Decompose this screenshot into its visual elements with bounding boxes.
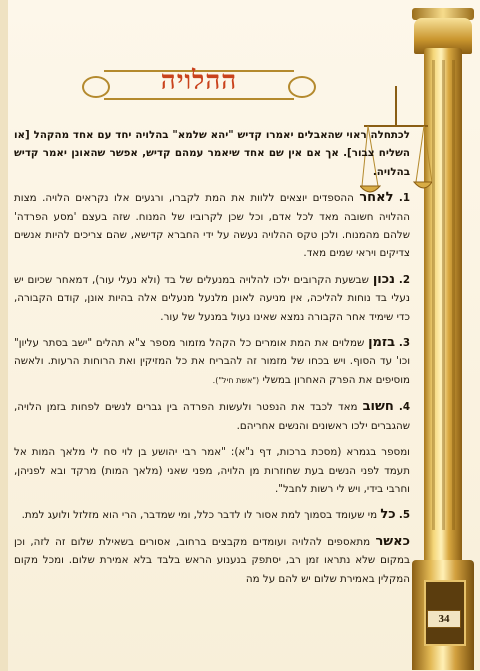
paragraph-text: מי שעומד בסמוך למת אסור לו לדבר כלל, ומי שמדבר, הרי הוא מזלזל ולועג למת. — [21, 509, 378, 522]
item-number: 3. — [398, 337, 410, 350]
intro-paragraph: לכתחלה ראוי שהאבלים יאמרו קדיש "יהא שלמא" בהלויה יחד עם אחד מהקהל [או השליח צבור]. אך אם אין שם אחד שיאמר עמהם קדיש, אפשר שהאונן יאמר קדיש בהלויה. — [14, 129, 410, 178]
pillar-flute — [452, 60, 455, 530]
item-number: 4. — [398, 401, 411, 414]
paragraph-text: שבשעת הקרובים ילכו להלויה במנעלים של בד (ולא נעלי עור), דמאחר שכיום יש נעלי בד נוחות להליכה, אין מניעה לאונן מלנעל מנעלים אלה בהיות אונן, קודם הקבורה, כדי שימיד אחר הקבורה נמצא שאינו נעול במנעל של עור. — [14, 273, 410, 323]
lead-word: כאשר — [375, 533, 410, 549]
lead-word: חשוב — [362, 399, 394, 415]
lead-word: בזמן — [368, 335, 396, 351]
paragraph-4b — [14, 443, 410, 498]
frame-border — [0, 0, 8, 671]
paragraph-note: ("אשת חיל"). — [212, 375, 260, 385]
paragraph-text: מתאספים להלויה ועומדים מקבצים ברחוב, אסורים בשאילת שלום זה לזה, וכן במקום שלא נתראו זמן רב, יסתפק בנענוע הראש בלבד בלא אמירת שלום. ומכל מקום המקלין באמירת שלום יש להם על מה — [14, 535, 410, 585]
paragraph-5 — [14, 506, 410, 524]
title-plaque — [104, 60, 294, 104]
paragraph-text: ההספדים יוצאים ללוות את המת לקברו, ורגעים אלו נקראים הלויה. מצות ההלויה חשובה מאד לכל אדם, וכל שכן לקרוביו של המנוח. שזה בעצם 'מסע הפרדה' שלהם מהמנוח. ולכן טקס ההלויה נעשה על ידי החברא קדישא, שהם צריכים להיות אנשים צדיקים ויראי שמים מאד. — [14, 192, 410, 260]
golden-pillar-illustration — [412, 0, 474, 671]
paragraph-6 — [14, 533, 410, 588]
paragraph-1 — [14, 189, 410, 263]
pillar-flute — [442, 60, 445, 530]
paragraph-text: מאד לכבד את הנפטר ולעשות הפרדה בין גברים לנשים לפחות בזמן הלויה, שהגברים ילכו ראשונים והנשים אחריהם. — [14, 401, 410, 432]
lead-word: כל — [380, 507, 396, 523]
paragraph-2 — [14, 271, 410, 326]
page-title: ההלויה — [160, 66, 238, 96]
item-number: 2. — [398, 273, 410, 286]
body-text — [14, 126, 410, 596]
paragraph-text: שמלוים את המת אומרים כל הקהל מזמור מספר צ"א תהלים "ישב בסתר עליון" וכו' עד הסוף. ויש בכחו של מזמור זה להבריח את כל המזיקין ואת הרוחות הרעות. ולאשה מוסיפים את הפרק האחרון במשלי — [14, 337, 410, 386]
page-number: 34 — [427, 610, 461, 628]
lead-word: לאחר — [359, 190, 394, 206]
lead-word: נכון — [372, 271, 396, 287]
scroll-ornament-right-icon — [288, 76, 316, 98]
paragraph-3 — [14, 334, 410, 390]
paragraph-text: ומספר בגמרא (מסכת ברכות, דף נ"א): "אמר רבי יהושע בן לוי סח לי מלאך המות אל תעמד לפני הנשים בעת שחוזרות מן הלויה, מפני שאני (מלאך המות) מרקד ובא לפניהן, וחרבי בידי, ויש לי רשות לחבל". — [14, 446, 410, 495]
pillar-flute — [432, 60, 435, 530]
paragraph-4 — [14, 398, 410, 435]
item-number: 5. — [398, 509, 410, 522]
item-number: 1. — [398, 192, 410, 205]
